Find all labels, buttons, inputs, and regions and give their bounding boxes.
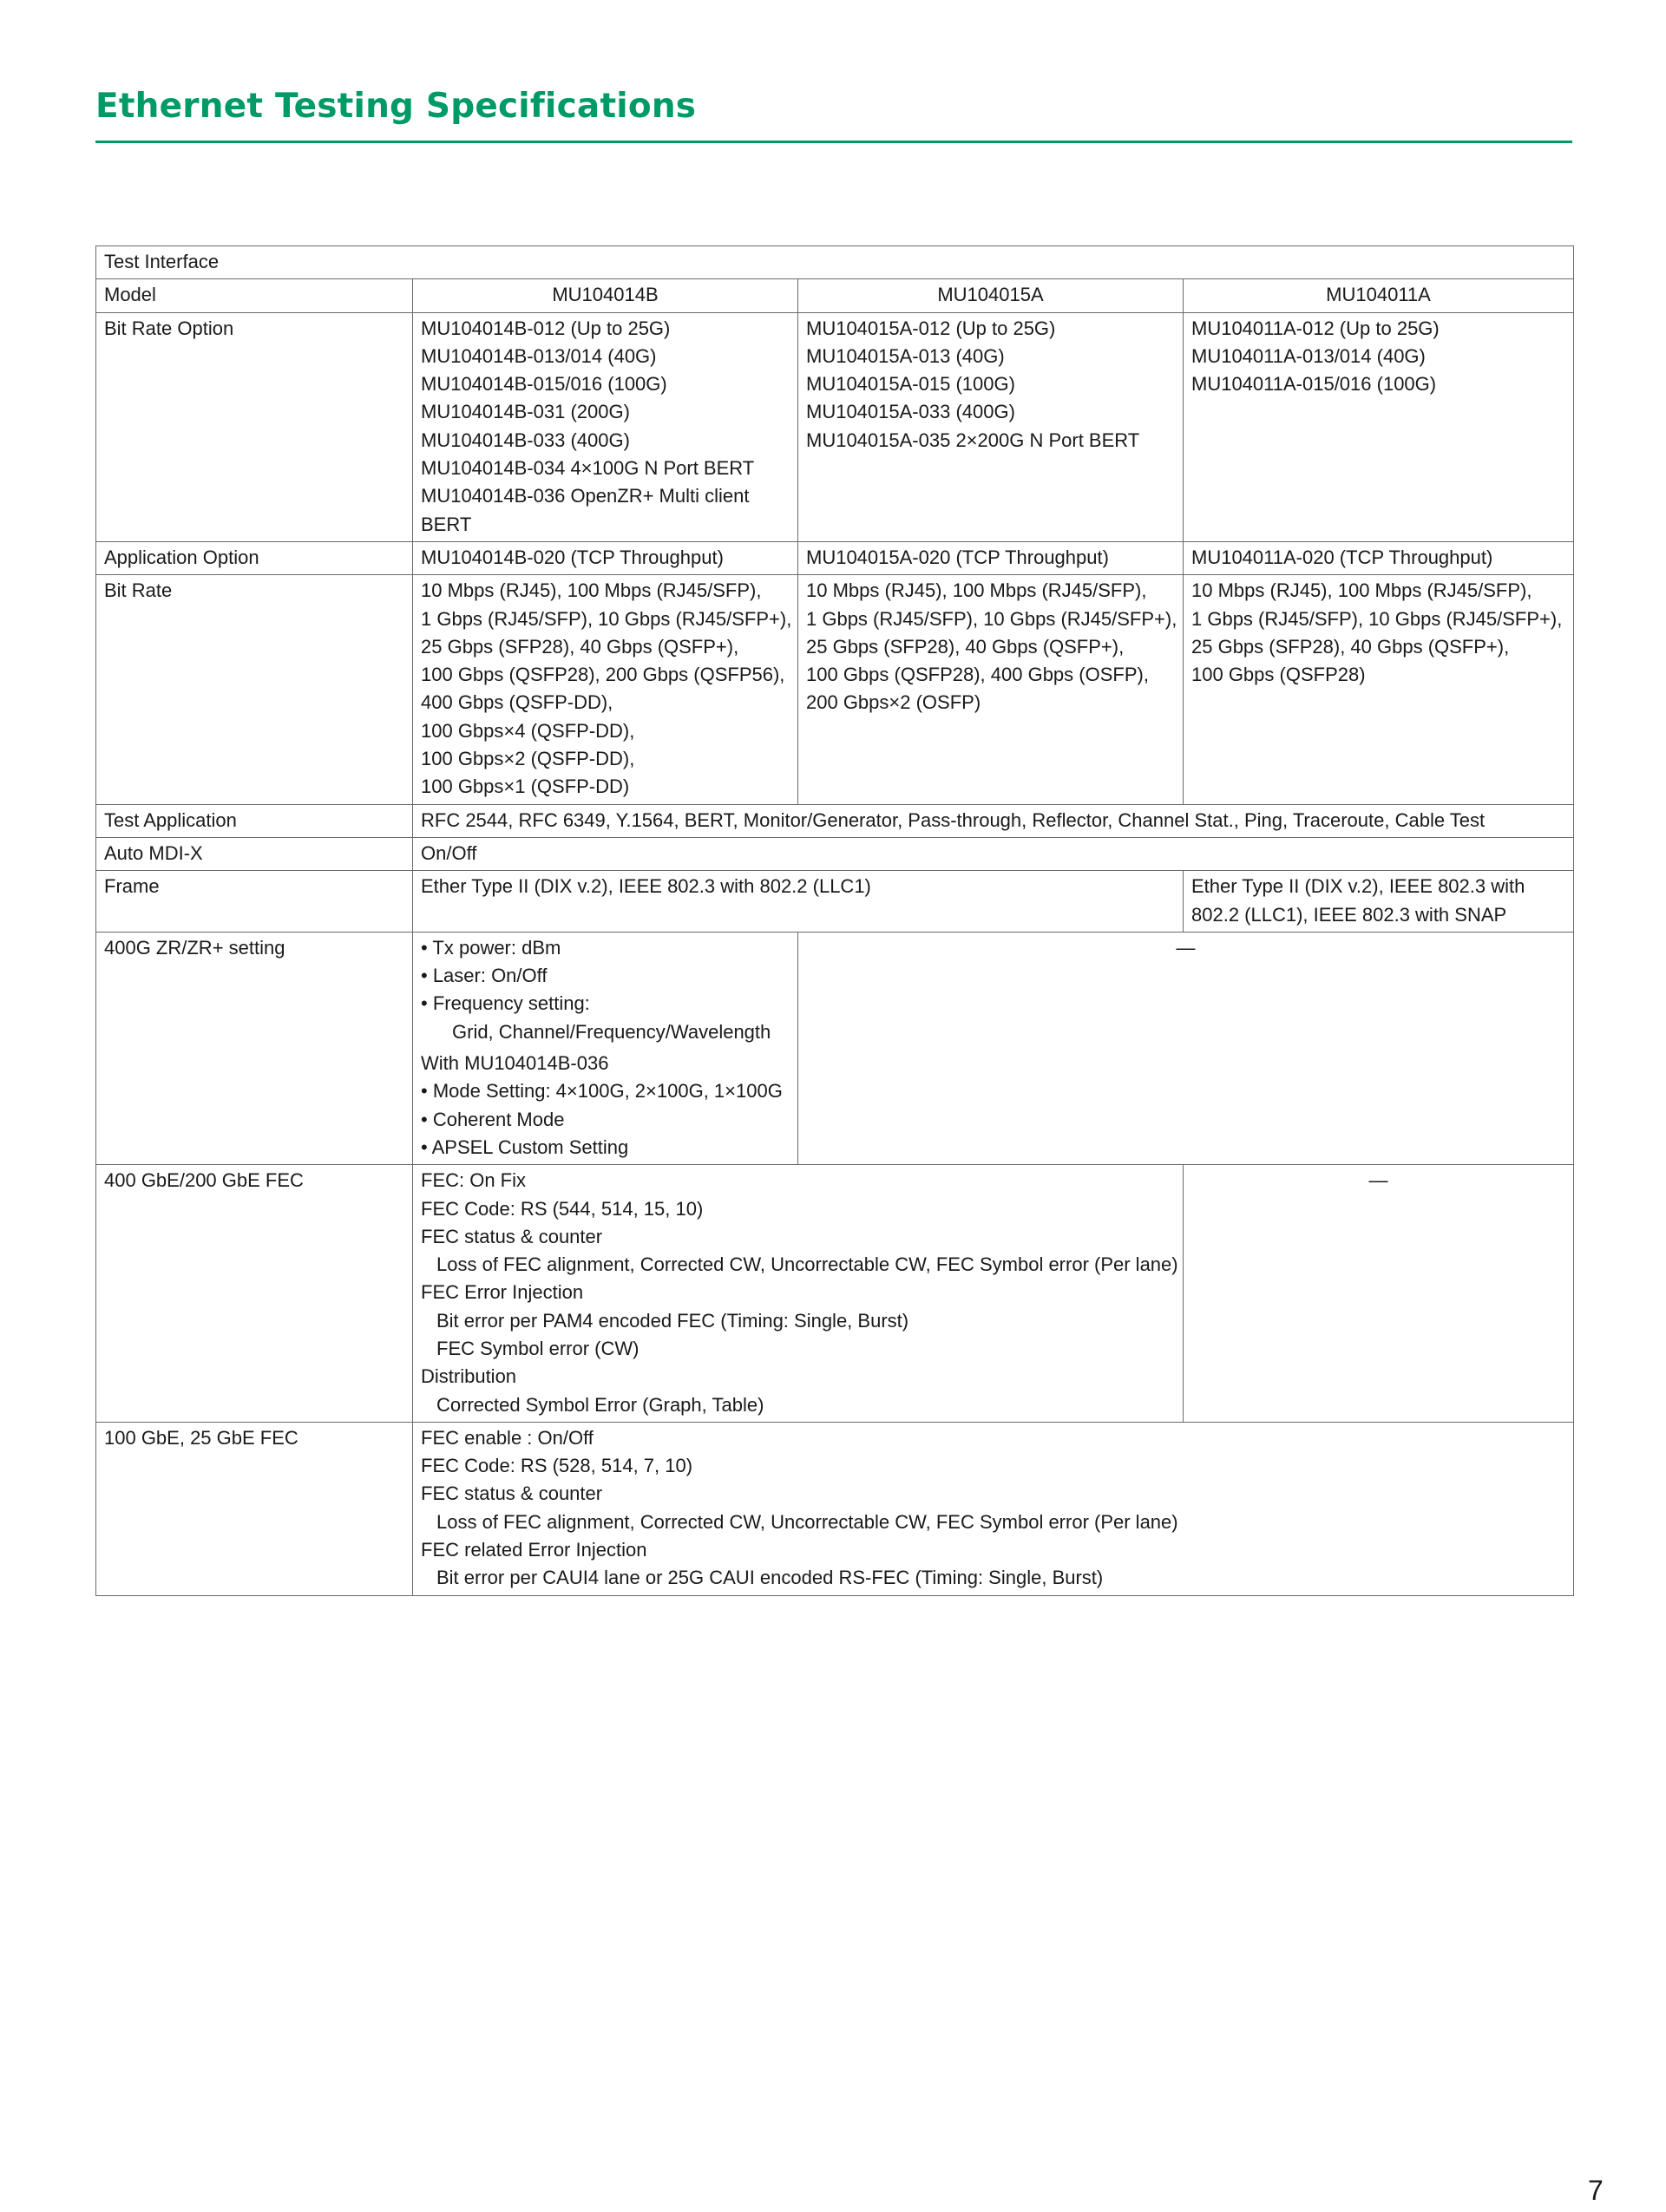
cell-line: • Tx power: dBm <box>421 936 561 959</box>
cell-line: 100 Gbps (QSFP28) <box>1191 664 1366 686</box>
row-label: Test Application <box>96 804 413 837</box>
row-label: Auto MDI-X <box>96 837 413 870</box>
cell-subline: Corrected Symbol Error (Graph, Table) <box>436 1393 764 1416</box>
model-cell: MU104015A <box>798 279 1184 312</box>
table-row <box>96 1165 1574 1423</box>
row-label: Bit Rate Option <box>96 312 413 541</box>
cell-line: FEC Error Injection <box>421 1281 584 1304</box>
fec-100-cell <box>413 1422 1574 1595</box>
title-rule <box>95 141 1572 143</box>
fec-400-cell <box>413 1165 1184 1423</box>
zr-setting-indent-line: Grid, Channel/Frequency/Wavelength <box>452 1020 771 1043</box>
cell-line: MU104015A-035 2×200G N Port BERT <box>806 429 1140 451</box>
table-row <box>96 932 1574 1164</box>
not-applicable-dash: — <box>1184 1165 1574 1423</box>
cell-line: • APSEL Custom Setting <box>421 1135 629 1158</box>
cell-line: MU104014B-034 4×100G N Port BERT <box>421 457 755 480</box>
page-number: 7 <box>1588 2175 1604 2206</box>
cell-line: 1 Gbps (RJ45/SFP), 10 Gbps (RJ45/SFP+), <box>1191 607 1563 630</box>
cell-line: FEC enable : On/Off <box>421 1426 594 1449</box>
row-label: Frame <box>96 871 413 933</box>
cell-line: MU104015A-013 (40G) <box>806 344 1005 367</box>
table-row <box>96 837 1574 870</box>
cell-line: FEC status & counter <box>421 1225 603 1247</box>
application-option-cell: MU104014B-020 (TCP Throughput) <box>413 541 798 574</box>
cell-line: 802.2 (LLC1), IEEE 802.3 with SNAP <box>1191 903 1507 926</box>
cell-line: Ether Type II (DIX v.2), IEEE 802.3 with <box>1191 875 1525 898</box>
cell-line: 100 Gbps×1 (QSFP-DD) <box>421 776 630 798</box>
cell-line: MU104014B-036 OpenZR+ Multi client <box>421 485 750 507</box>
cell-line: MU104015A-012 (Up to 25G) <box>806 317 1056 339</box>
model-cell: MU104014B <box>413 279 798 312</box>
table-row <box>96 871 1574 933</box>
cell-line: With MU104014B-036 <box>421 1052 609 1075</box>
cell-line: BERT <box>421 513 472 535</box>
bit-rate-cell <box>413 575 798 804</box>
cell-line: 10 Mbps (RJ45), 100 Mbps (RJ45/SFP), <box>1191 579 1532 602</box>
cell-line: 400 Gbps (QSFP-DD), <box>421 691 613 714</box>
zr-setting-cell <box>413 932 798 1164</box>
cell-line: Distribution <box>421 1365 517 1388</box>
cell-line: MU104014B-015/016 (100G) <box>421 373 667 396</box>
bit-rate-cell <box>798 575 1184 804</box>
cell-line: MU104011A-012 (Up to 25G) <box>1191 317 1440 339</box>
row-label: 400G ZR/ZR+ setting <box>96 932 413 1164</box>
cell-line: • Mode Setting: 4×100G, 2×100G, 1×100G <box>421 1080 783 1103</box>
cell-line: MU104015A-015 (100G) <box>806 373 1015 396</box>
auto-mdix-cell: On/Off <box>413 837 1574 870</box>
not-applicable-dash: — <box>798 932 1574 1164</box>
cell-line: • Coherent Mode <box>421 1108 565 1130</box>
model-cell: MU104011A <box>1184 279 1574 312</box>
table-row <box>96 246 1574 279</box>
cell-line: 10 Mbps (RJ45), 100 Mbps (RJ45/SFP), <box>421 579 762 602</box>
row-label: Model <box>96 279 413 312</box>
test-application-cell: RFC 2544, RFC 6349, Y.1564, BERT, Monitor/Generator, Pass-through, Reflector, Channel Stat., Ping, Traceroute, Cable Test <box>413 804 1574 837</box>
row-label: Bit Rate <box>96 575 413 804</box>
cell-line: MU104015A-033 (400G) <box>806 401 1015 423</box>
cell-subline: Loss of FEC alignment, Corrected CW, Uncorrectable CW, FEC Symbol error (Per lane) <box>436 1253 1178 1276</box>
table-row <box>96 279 1574 312</box>
cell-line: 25 Gbps (SFP28), 40 Gbps (QSFP+), <box>806 635 1125 658</box>
cell-line: MU104014B-031 (200G) <box>421 401 630 423</box>
cell-line: MU104011A-015/016 (100G) <box>1191 373 1437 396</box>
page-title: Ethernet Testing Specifications <box>95 87 697 126</box>
zr-setting-list <box>421 934 790 1018</box>
cell-line: 1 Gbps (RJ45/SFP), 10 Gbps (RJ45/SFP+), <box>421 607 792 630</box>
table-row <box>96 1422 1574 1595</box>
cell-line: FEC Code: RS (544, 514, 15, 10) <box>421 1197 704 1220</box>
bit-rate-option-cell <box>1184 312 1574 541</box>
cell-line: FEC status & counter <box>421 1482 603 1505</box>
cell-line: FEC: On Fix <box>421 1169 527 1192</box>
table-row <box>96 541 1574 574</box>
cell-line: 100 Gbps×4 (QSFP-DD), <box>421 719 635 742</box>
cell-subline: Bit error per PAM4 encoded FEC (Timing: Single, Burst) <box>436 1309 909 1332</box>
frame-cell: Ether Type II (DIX v.2), IEEE 802.3 with 802.2 (LLC1) <box>413 871 1184 933</box>
section-header: Test Interface <box>96 246 1574 279</box>
cell-subline: FEC Symbol error (CW) <box>436 1337 640 1359</box>
cell-subline: Bit error per CAUI4 lane or 25G CAUI encoded RS-FEC (Timing: Single, Burst) <box>436 1567 1104 1589</box>
bit-rate-option-cell <box>413 312 798 541</box>
cell-line: 25 Gbps (SFP28), 40 Gbps (QSFP+), <box>421 635 739 658</box>
application-option-cell: MU104011A-020 (TCP Throughput) <box>1184 541 1574 574</box>
zr-setting-list <box>421 1050 790 1162</box>
cell-line: 200 Gbps×2 (OSFP) <box>806 691 981 714</box>
bit-rate-option-cell <box>798 312 1184 541</box>
row-label: 100 GbE, 25 GbE FEC <box>96 1422 413 1595</box>
cell-line: MU104011A-013/014 (40G) <box>1191 344 1426 367</box>
cell-line: 10 Mbps (RJ45), 100 Mbps (RJ45/SFP), <box>806 579 1147 602</box>
cell-line: MU104014B-013/014 (40G) <box>421 344 657 367</box>
cell-line: • Frequency setting: <box>421 992 590 1015</box>
frame-cell-011a <box>1184 871 1574 933</box>
table-row <box>96 312 1574 541</box>
row-label: 400 GbE/200 GbE FEC <box>96 1165 413 1423</box>
cell-line: FEC related Error Injection <box>421 1539 647 1561</box>
cell-line: 100 Gbps×2 (QSFP-DD), <box>421 748 635 770</box>
table-row <box>96 575 1574 804</box>
cell-line: 25 Gbps (SFP28), 40 Gbps (QSFP+), <box>1191 635 1510 658</box>
cell-line: MU104014B-012 (Up to 25G) <box>421 317 671 339</box>
cell-subline: Loss of FEC alignment, Corrected CW, Uncorrectable CW, FEC Symbol error (Per lane) <box>436 1510 1178 1533</box>
row-label: Application Option <box>96 541 413 574</box>
cell-line: 100 Gbps (QSFP28), 200 Gbps (QSFP56), <box>421 664 785 686</box>
cell-line: • Laser: On/Off <box>421 965 548 987</box>
cell-line: MU104014B-033 (400G) <box>421 429 630 451</box>
bit-rate-cell <box>1184 575 1574 804</box>
application-option-cell: MU104015A-020 (TCP Throughput) <box>798 541 1184 574</box>
cell-line: FEC Code: RS (528, 514, 7, 10) <box>421 1455 693 1477</box>
spec-table <box>95 245 1574 1596</box>
cell-line: 1 Gbps (RJ45/SFP), 10 Gbps (RJ45/SFP+), <box>806 607 1177 630</box>
cell-line: 100 Gbps (QSFP28), 400 Gbps (OSFP), <box>806 664 1149 686</box>
table-row <box>96 804 1574 837</box>
